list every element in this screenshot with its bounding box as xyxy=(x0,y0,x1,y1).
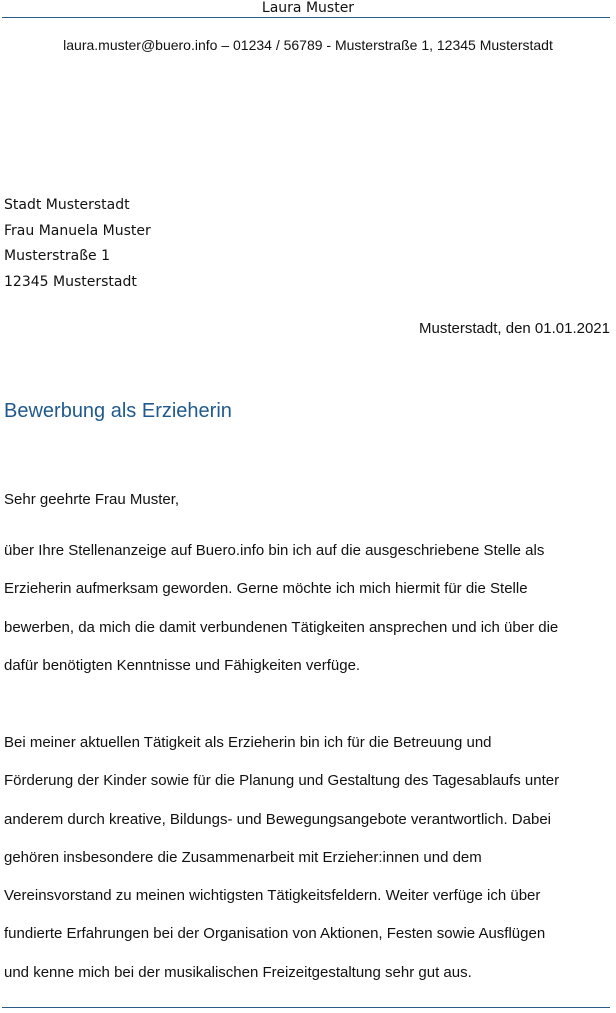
paragraph-line: und kenne mich bei der musikalischen Freizeitgestaltung sehr gut aus. xyxy=(4,963,472,981)
recipient-line-city: 12345 Musterstadt xyxy=(4,273,137,290)
header-divider xyxy=(2,17,610,18)
paragraph-line: anderem durch kreative, Bildungs- und Bewegungsangebote verantwortlich. Dabei xyxy=(4,810,551,828)
paragraph-line: Vereinsvorstand zu meinen wichtigsten Tätigkeitsfeldern. Weiter verfüge ich über xyxy=(4,887,541,905)
sender-name: Laura Muster xyxy=(261,0,355,16)
sender-contact-line: laura.muster@buero.info – 01234 / 56789 - Musterstraße 1, 12345 Musterstadt xyxy=(63,37,553,53)
recipient-line-person: Frau Manuela Muster xyxy=(4,222,151,239)
recipient-address xyxy=(4,193,151,295)
letter-date: Musterstadt, den 01.01.2021 xyxy=(419,320,610,337)
paragraph-line: über Ihre Stellenanzeige auf Buero.info bin ich auf die ausgeschriebene Stelle als xyxy=(4,542,545,559)
paragraph-line: bewerben, da mich die damit verbundenen Tätigkeiten ansprechen und ich über die xyxy=(4,618,559,636)
paragraph-line: fundierte Erfahrungen bei der Organisation von Aktionen, Festen sowie Ausflügen xyxy=(4,925,546,943)
paragraph-line: Förderung der Kinder sowie für die Planung und Gestaltung des Tagesablaufs unter xyxy=(4,772,560,790)
paragraph-line: dafür benötigten Kenntnisse und Fähigkeiten verfüge. xyxy=(4,656,361,674)
body-paragraph-1 xyxy=(4,532,612,685)
recipient-line-organization: Stadt Musterstadt xyxy=(4,197,130,213)
paragraph-line: Bei meiner aktuellen Tätigkeit als Erzieherin bin ich für die Betreuung und xyxy=(4,734,492,751)
recipient-line-street: Musterstraße 1 xyxy=(4,248,111,264)
salutation: Sehr geehrte Frau Muster, xyxy=(4,491,180,508)
paragraph-line: gehören insbesondere die Zusammenarbeit mit Erzieher:innen und dem xyxy=(4,848,482,866)
paragraph-line: Erzieherin aufmerksam geworden. Gerne möchte ich mich hiermit für die Stelle xyxy=(4,580,528,598)
body-paragraph-2 xyxy=(4,724,612,992)
footer-divider xyxy=(2,1007,610,1008)
letter-subject: Bewerbung als Erzieherin xyxy=(4,400,232,422)
